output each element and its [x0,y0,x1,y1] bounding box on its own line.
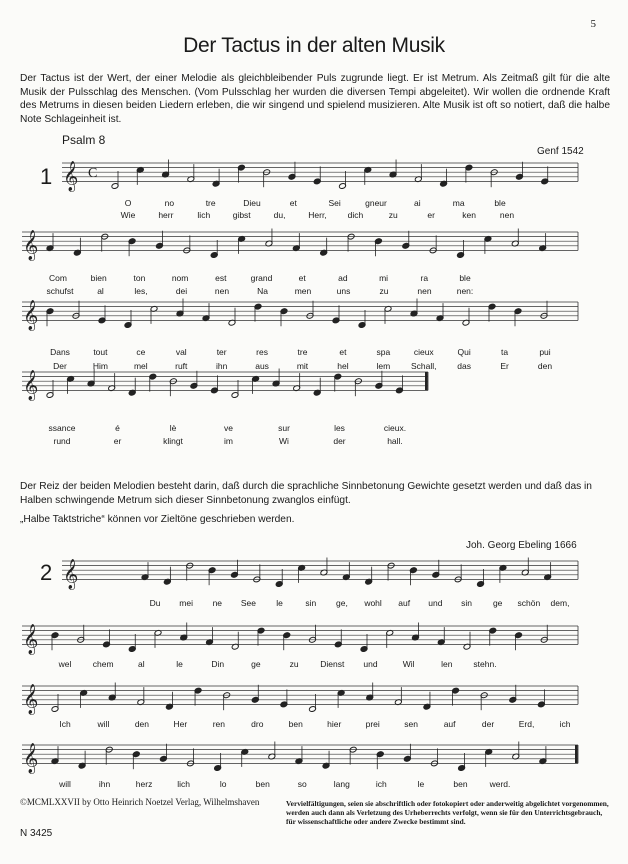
lyric-syllable: nen [417,286,432,296]
lyric-syllable: Ich [59,719,71,729]
lyric-syllable: schufst [46,286,74,296]
lyric-syllable: ve [224,423,233,433]
paragraph-melodies: Der Reiz der beiden Melodien besteht darin, daß durch die sprachliche Sinnbetonung Gewichte gesetzt werden und daß das in Halben schwingende Metrum sich dieser Sinnbetonung zwanglos einfügt. [20,481,592,506]
lyric-syllable: schön [517,598,541,608]
lyric-syllable: der [333,436,346,446]
lyric-syllable: den [134,719,150,729]
lyric-syllable: der [481,719,495,729]
lyric-syllable: das [457,361,472,371]
paragraph-barlines: „Halbe Taktstriche“ können vor Zieltöne geschrieben werden. [20,514,295,525]
lyric-syllable: chem [92,659,114,669]
lyric-syllable: Der [53,361,67,371]
lyric-syllable: ta [501,347,509,357]
lyric-syllable: ge, [336,598,348,608]
lyric-syllable: Du [149,598,161,608]
lyric-syllable: Wie [120,210,136,220]
intro-paragraph: Der Tactus ist der Wert, der einer Melodie als gleichbleibender Puls zugrunde liegt. Er ist Metrum. Als Zeitmaß gilt für die alte Musik der Pulsschlag des Menschen. (Vom Pulsschlag her wurden die diversen Tempi abgeleitet). Wir wollen die ordnende Kraft des Metrums in diesen beiden Liedern erleben, die wir singend und spielend musizieren. Alte Musik ist oft so notiert, daß die halbe Note Schlageinheit ist. [20,73,610,125]
lyric-syllable: sur [278,423,290,433]
lyric-syllable: er [427,210,435,220]
lyric-syllable: auf [443,719,456,729]
lyric-syllable: prei [365,719,380,729]
lyric-syllable: ce [136,347,146,357]
lyric-syllable: cieux [413,347,434,357]
lyric-syllable: und [363,659,378,669]
lyric-syllable: mei [179,598,193,608]
lyric-syllable: ken [462,210,476,220]
lyric-syllable: im [224,436,233,446]
lyric-syllable: lich [197,210,211,220]
lyric-syllable: zu [289,659,299,669]
lyric-syllable: é [115,423,120,433]
lyric-syllable: Sei [328,198,341,208]
lyric-syllable: ter [216,347,227,357]
lyric-syllable: pui [539,347,551,357]
lyric-syllable: lich [177,779,191,789]
lyric-syllable: lo [219,779,227,789]
final-barline [575,745,578,763]
lyric-syllable: auf [398,598,411,608]
lyric-syllable: ich [375,779,387,789]
lyric-syllable: les [334,423,345,433]
lyric-syllable: ne [212,598,223,608]
lyric-syllable: no [164,198,175,208]
treble-clef-icon: 𝄞 [23,300,39,331]
lyric-syllable: Qui [457,347,471,357]
lyric-syllable: et [289,198,297,208]
lyric-syllable: le [176,659,183,669]
lyric-syllable: klingt [163,436,183,446]
lyric-syllable: ihn [98,779,111,789]
lyric-syllable: ich [559,719,571,729]
lyric-syllable: ren [212,719,225,729]
lyric-syllable: Dienst [320,659,345,669]
treble-clef-icon: 𝄞 [63,559,79,590]
page-title: Der Tactus in der alten Musik [183,34,445,57]
lyric-syllable: gibst [232,210,251,220]
copyright-line: ©MCMLXXVII by Otto Heinrich Noetzel Verlag, Wilhelmshaven [20,797,260,807]
treble-clef-icon: 𝄞 [63,161,79,192]
lyric-syllable: aus [255,361,269,371]
lyric-syllable: dro [251,719,264,729]
lyric-syllable: bien [90,273,107,283]
lyric-syllable: Herr, [308,210,327,220]
rights-notice: Vervielfältigungen, seien sie abschriftlich oder fotokopiert oder anderweitig abgelichtet vorgenommen, werden auch dann als Verletzung des Urheberrechts verfolgt, wenn sie für den Unterrichtsgebrauch, für wissenschaftliche oder andere Zwecke bestimmt sind. [286,799,609,826]
lyric-syllable: len [441,659,453,669]
lyric-syllable: so [297,779,307,789]
staff-lines [22,160,578,774]
lyric-syllable: Him [92,361,108,371]
lyric-syllable: men [294,286,312,296]
lyric-syllable: ihn [215,361,228,371]
lyric-syllable: ble [459,273,471,283]
lyric-syllable: gneur [365,198,387,208]
song1-attribution: Genf 1542 [537,146,584,157]
lyric-syllable: und [428,598,443,608]
lyric-syllable: lem [376,361,391,371]
lyric-syllable: den [537,361,553,371]
lyric-syllable: ben [453,779,468,789]
lyric-syllable: zu [388,210,398,220]
lyric-syllable: et [339,347,347,357]
lyric-syllable: sen [404,719,418,729]
lyric-syllable: nen [499,210,515,220]
lyric-syllable: dich [347,210,364,220]
lyric-syllable: Com [49,273,67,283]
lyric-syllable: sin [461,598,472,608]
lyric-syllable: ge [492,598,503,608]
lyric-syllable: herr [158,210,174,220]
lyric-syllable: herz [135,779,153,789]
lyric-syllable: Wil [402,659,415,669]
lyric-syllable: ma [452,198,465,208]
lyric-syllable: wel [58,659,72,669]
lyric-syllable: les, [134,286,148,296]
lyric-syllable: lang [333,779,350,789]
lyric-syllable: ai [414,198,421,208]
lyric-syllable: Er [500,361,509,371]
lyric-syllable: tre [205,198,216,208]
lyric-syllable: le [417,779,425,789]
lyric-syllable: ruft [175,361,188,371]
treble-clef-icon: 𝄞 [23,684,39,715]
lyric-syllable: Schall, [410,361,437,371]
final-barline [425,372,428,390]
lyric-syllable: er [113,436,122,446]
lyric-syllable: val [175,347,187,357]
lyric-syllable: ben [288,719,303,729]
lyric-syllable: wohl [364,598,382,608]
lyric-syllable: tout [93,347,108,357]
song1-title: Psalm 8 [62,133,106,147]
lyric-syllable: Dieu [243,198,261,208]
lyric-syllable: res [256,347,268,357]
lyric-syllable: werd. [489,779,511,789]
treble-clef-icon: 𝄞 [23,230,39,261]
lyric-syllable: ben [255,779,270,789]
song1-number: 1 [40,164,53,189]
lyric-syllable: lè [169,423,177,433]
lyric-syllable: le [276,598,283,608]
lyric-syllable: cieux. [383,423,407,433]
lyric-syllable: Din [211,659,225,669]
lyric-syllable: mi [379,273,389,283]
lyric-syllable: hall. [387,436,403,446]
lyric-syllable: ssance [48,423,76,433]
lyric-syllable: See [240,598,257,608]
lyric-syllable: hier [327,719,342,729]
lyric-syllable: zu [379,286,389,296]
lyric-syllable: stehn. [473,659,497,669]
treble-clef-icon: 𝄞 [23,370,39,401]
lyric-syllable: Dans [50,347,70,357]
time-signature: C [88,165,98,181]
lyric-syllable: hel [337,361,349,371]
lyric-syllable: nom [171,273,189,283]
song2-number: 2 [40,560,53,585]
lyric-syllable: al [138,659,145,669]
lyric-syllable: et [298,273,306,283]
lyric-syllable: ge [251,659,261,669]
notes [46,160,551,772]
lyric-syllable: mel [133,361,148,371]
lyric-syllable: Erd, [518,719,535,729]
lyric-syllable: will [59,779,71,789]
treble-clef-icon: 𝄞 [23,743,39,774]
lyric-syllable: uns [336,286,351,296]
lyric-syllable: tre [297,347,308,357]
page-number: 5 [590,18,596,30]
song2-attribution: Joh. Georg Ebeling 1666 [466,540,577,551]
lyric-syllable: est [215,273,227,283]
lyric-syllable: ble [494,198,506,208]
lyric-syllable: spa [376,347,391,357]
lyric-syllable: ra [420,273,429,283]
lyric-syllable: nen [214,286,230,296]
lyric-syllable: Wi [279,436,289,446]
lyric-syllable: Her [173,719,188,729]
catalog-number: N 3425 [20,828,53,839]
lyric-syllable: mit [296,361,309,371]
lyric-syllable: du, [273,210,286,220]
lyric-syllable: sin [305,598,317,608]
lyric-syllable: rund [53,436,71,446]
lyric-syllable: nen: [456,286,474,296]
lyric-syllable: Na [257,286,268,296]
lyric-syllable: dei [175,286,188,296]
treble-clef-icon: 𝄞 [23,624,39,655]
lyric-syllable: O [124,198,132,208]
lyric-syllable: ad [338,273,348,283]
lyric-syllable: grand [250,273,273,283]
lyric-syllable: dem, [550,598,570,608]
lyric-syllable: will [97,719,110,729]
lyric-syllable: ton [133,273,146,283]
lyric-syllable: al [97,286,104,296]
